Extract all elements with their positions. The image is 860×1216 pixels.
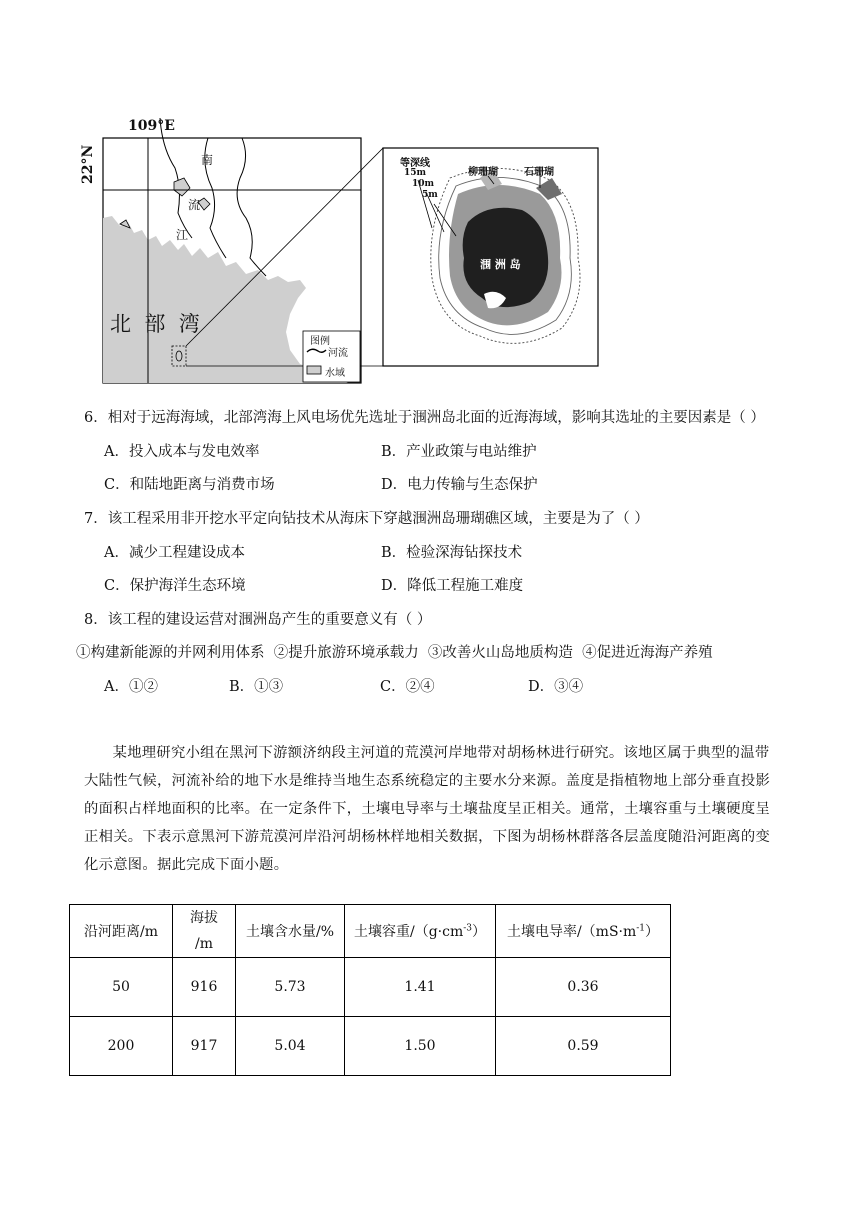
river-char-2: 流 xyxy=(188,198,201,212)
inset-contour-15: 15m xyxy=(404,168,427,178)
table-header-line: /m xyxy=(195,936,213,952)
question-6-option-d: D．电力传输与生态保护 xyxy=(381,477,538,493)
table-row xyxy=(70,1017,671,1076)
table-cell: 1.41 xyxy=(345,958,496,1017)
passage-text: 某地理研究小组在黑河下游额济纳段主河道的荒漠河岸地带对胡杨林进行研究。该地区属于典型的温带大陆性气候，河流补给的地下水是维持当地生态系统稳定的主要水分来源。盖度是指植物地上部分垂直投影的面积占样地面积的比率。在一定条件下，土壤电导率与土壤盐度呈正相关。通常，土壤容重与土壤硬度呈正相关。下表示意黑河下游荒漠河岸沿河胡杨林样地相关数据，下图为胡杨林群落各层盖度随沿河距离的变化示意图。据此完成下面小题。 xyxy=(84,745,771,873)
table-cell: 917 xyxy=(173,1017,236,1076)
table-cell: 5.73 xyxy=(236,958,345,1017)
table-header-cell: 土壤含水量/% xyxy=(236,905,345,958)
sea-label: 北 部 湾 xyxy=(110,312,200,336)
table-header-cell: 沿河距离/m xyxy=(70,905,173,958)
table-cell: 1.50 xyxy=(345,1017,496,1076)
table-cell: 200 xyxy=(70,1017,173,1076)
table-header-cell xyxy=(496,905,671,958)
legend-water: 水域 xyxy=(325,368,345,379)
table-header-cell xyxy=(345,905,496,958)
map-figure xyxy=(80,118,600,388)
map-svg xyxy=(100,118,600,388)
river-char-3: 江 xyxy=(176,228,189,242)
table-header-text: ） xyxy=(472,924,487,940)
question-7-option-d: D．降低工程施工难度 xyxy=(381,578,524,594)
question-7-option-b: B．检验深海钻探技术 xyxy=(381,545,523,561)
inset-island-label: 涠 洲 岛 xyxy=(480,258,521,271)
inset-stone-coral: 石珊瑚 xyxy=(524,167,554,178)
legend-title: 图例 xyxy=(310,336,330,347)
question-8-option-a: A．①② xyxy=(104,679,158,695)
question-8-option-b: B．①③ xyxy=(229,679,284,695)
data-table xyxy=(69,904,671,1076)
inset-contour-10: 10m xyxy=(412,179,435,189)
question-8-option-c: C．②④ xyxy=(380,679,435,695)
question-7-stem: 7．该工程采用非开挖水平定向钻技术从海床下穿越涠洲岛珊瑚礁区域，主要是为了（ ） xyxy=(84,511,649,527)
table-header-line: 海拔 xyxy=(190,910,218,926)
table-header-text: ） xyxy=(645,924,660,940)
question-6-stem: 6．相对于远海海域，北部湾海上风电场优先选址于涠洲岛北面的近海海域，影响其选址的主要因素是（ ） xyxy=(84,410,765,426)
inset-willow-coral: 柳珊瑚 xyxy=(468,167,498,178)
table-cell: 0.59 xyxy=(496,1017,671,1076)
question-7-option-c: C．保护海洋生态环境 xyxy=(104,578,246,594)
river-char-1: 南 xyxy=(201,153,214,167)
table-cell: 916 xyxy=(173,958,236,1017)
inset-contour-title: 等深线 xyxy=(400,158,430,169)
table-header-sup: -3 xyxy=(463,923,473,934)
table-header-text: 土壤电导率/（mS·m xyxy=(506,924,637,940)
question-6-option-b: B．产业政策与电站维护 xyxy=(381,444,537,460)
table-cell: 5.04 xyxy=(236,1017,345,1076)
lon-label: 109°E xyxy=(128,118,175,134)
table-cell: 0.36 xyxy=(496,958,671,1017)
lat-label: 22°N xyxy=(80,144,96,184)
question-8-stem: 8．该工程的建设运营对涠洲岛产生的重要意义有（ ） xyxy=(84,612,432,628)
question-8-option-d: D．③④ xyxy=(528,679,584,695)
table-header-row xyxy=(70,905,671,958)
table-header-text: 土壤容重/（g·cm xyxy=(353,924,464,940)
question-8-statements: ①构建新能源的并网利用体系 ②提升旅游环境承载力 ③改善火山岛地质构造 ④促进近海海产养殖 xyxy=(76,645,713,661)
question-6-option-c: C．和陆地距离与消费市场 xyxy=(104,477,275,493)
table-header-sup: -1 xyxy=(636,923,646,934)
inset-contour-5: 5m xyxy=(422,190,438,200)
table-row xyxy=(70,958,671,1017)
question-6-option-a: A．投入成本与发电效率 xyxy=(104,444,260,460)
table-cell: 50 xyxy=(70,958,173,1017)
question-7-option-a: A．减少工程建设成本 xyxy=(104,545,245,561)
legend-river: 河流 xyxy=(328,348,348,359)
table-header-cell xyxy=(173,905,236,958)
